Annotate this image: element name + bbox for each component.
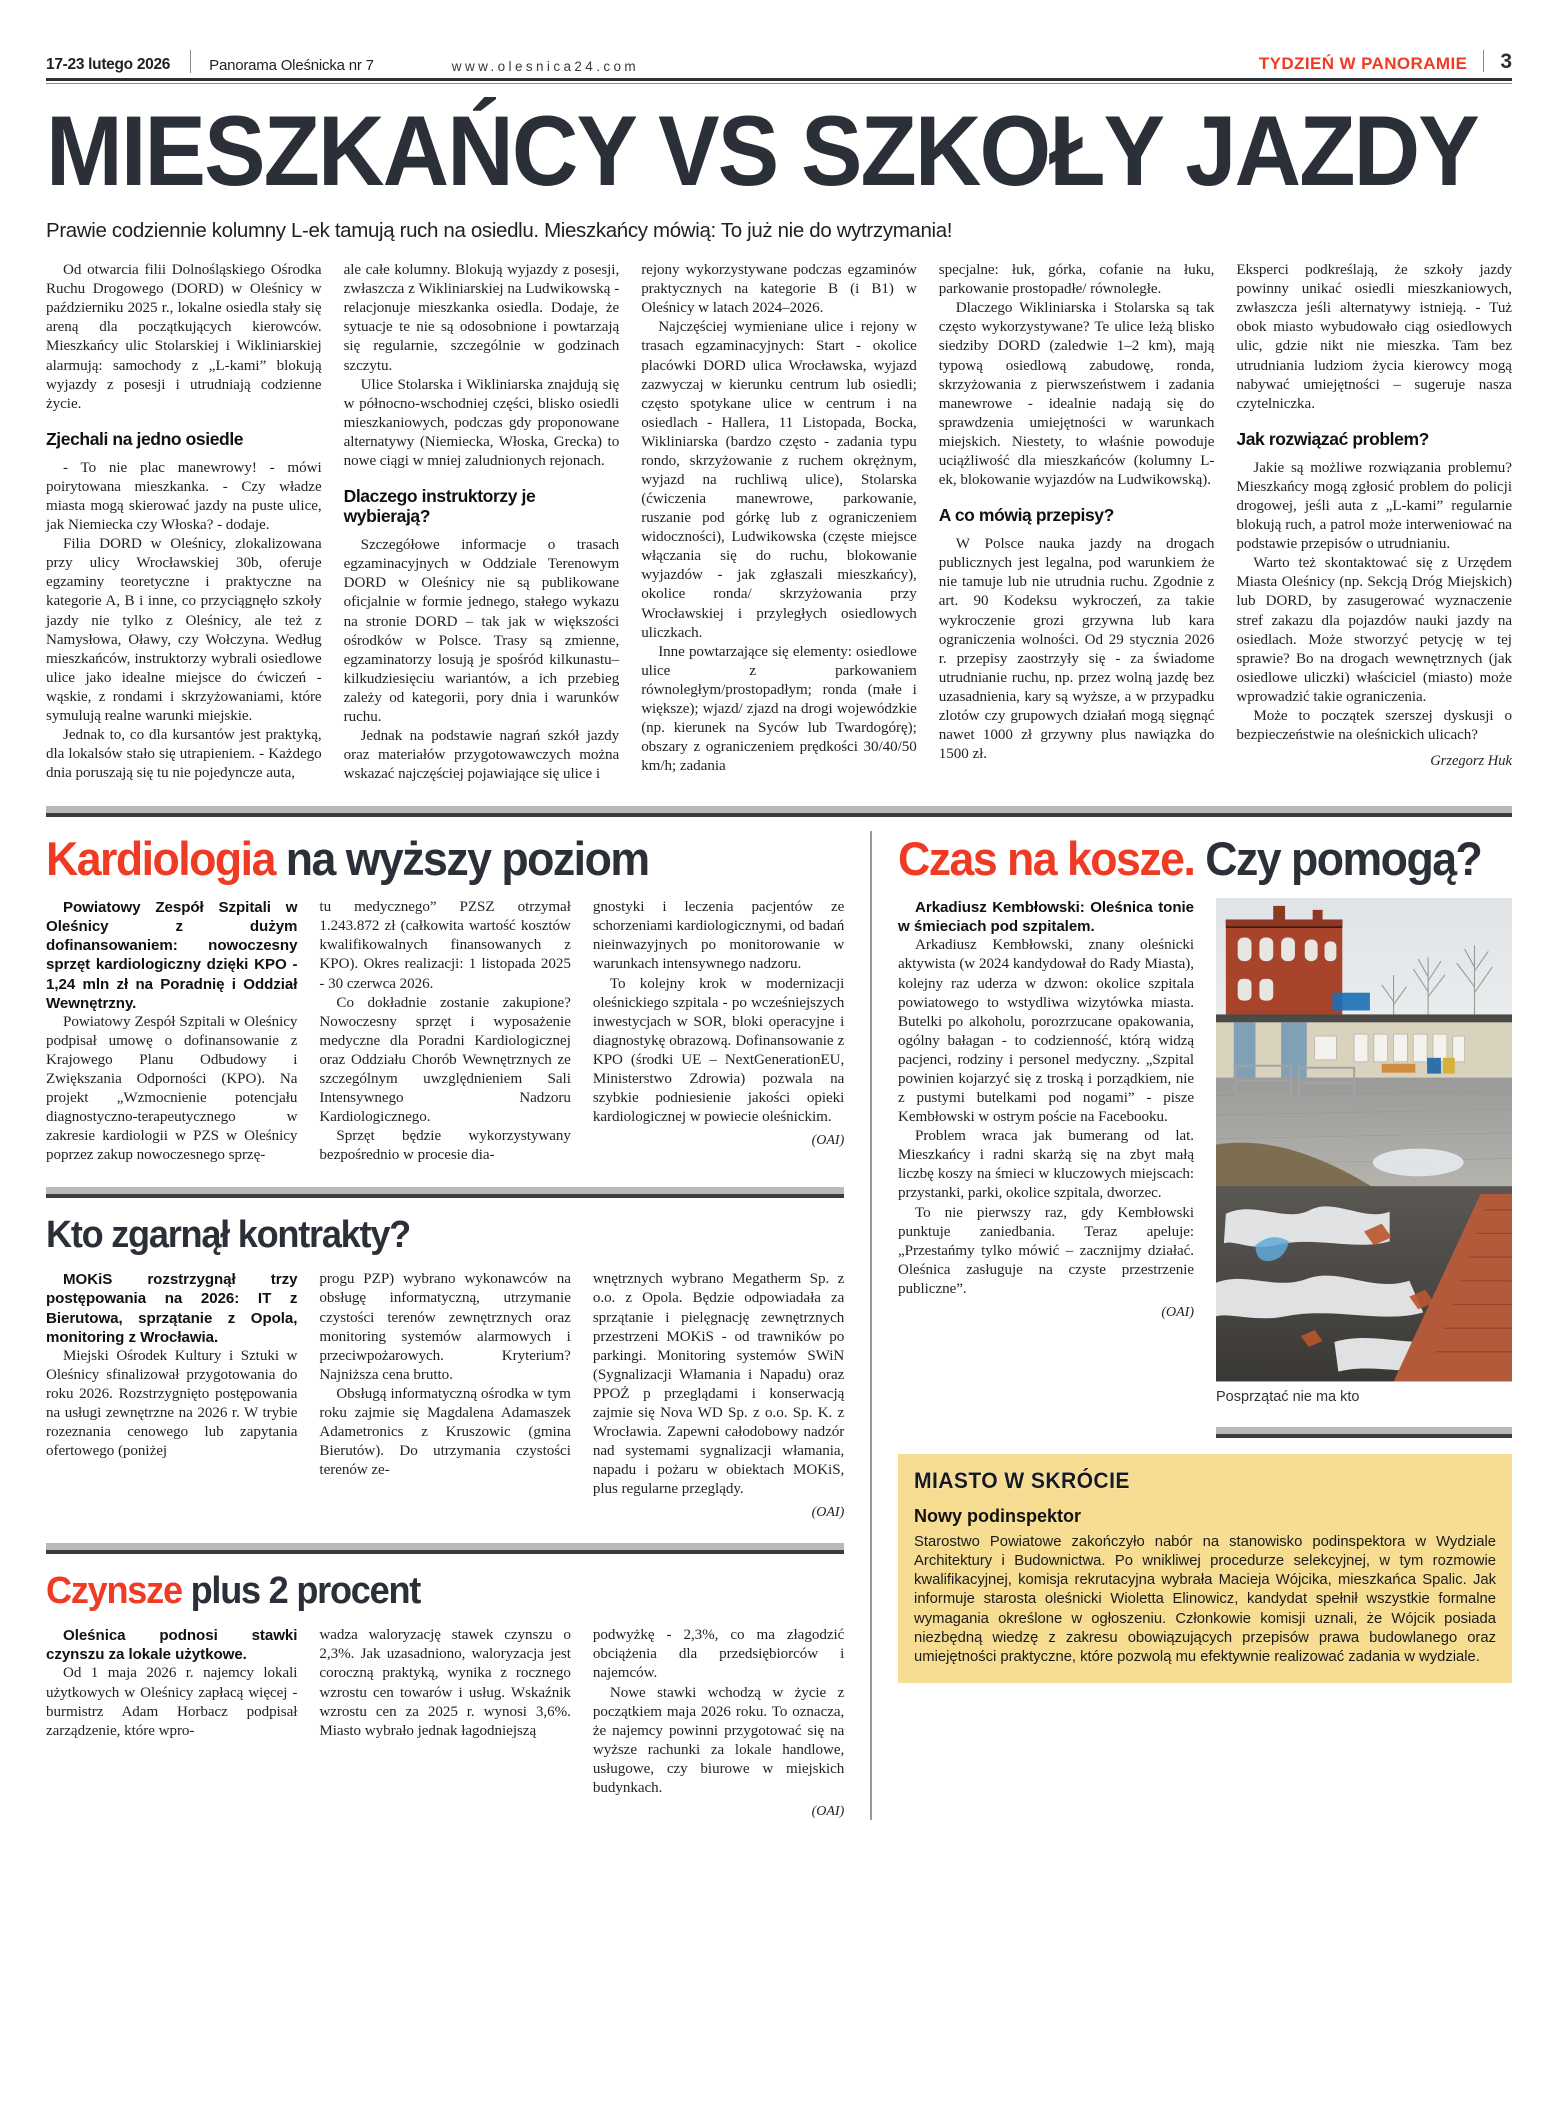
- kosze-photo-column: [1216, 898, 1512, 1437]
- kardiologia-column-3: [593, 898, 844, 1165]
- photo-caption: Posprzątać nie ma kto: [1216, 1388, 1360, 1405]
- kosze-headline-dark: Czy pomogą?: [1194, 832, 1482, 886]
- section-divider-dark-2: [46, 1194, 844, 1198]
- website-url[interactable]: www.olesnica24.com: [451, 59, 640, 74]
- paragraph: Dlaczego Wikliniarska i Stolarska są tak często wykorzystywane? Te ulice leżą blisko siedziby DORD (zaledwie 1–2 km), mają typową osiedlową zabudowę, ronda, skrzyżowania z pierwszeństwem i zadania manewrowe - idealnie nadają się do sprawdzenia umiejętności w warunkach miejskich. Niestety, to właśnie powoduje uciążliwość dla mieszkańców (kolumny L-ek, blokowanie wyjazdów na Ludwikowską).: [938, 300, 1215, 488]
- miasto-item-body: Starostwo Powiatowe zakończyło nabór na stanowisko podinspektora w Wydziale Architektury i Budownictwa. Po wnikliwej procedurze selekcyjnej, w tym rozmowie kwalifikacyjnej, komisja rekrutacyjna wybrała Macieja Wójcika, mieszkańca Spalic. Jak informuje starosta oleśnicki Wioletta Elinowicz, kandydat spełnił wszystkie formalne wymagania określone w ogłoszeniu. Członkowie komisji uznali, że Wójcik posiada niezbędną wiedzę z zakresu obowiązujących przepisów prawa budowlanego oraz umiejętności praktyczne, które pozwolą mu efektywnie realizować zadania w wydziale.: [914, 1533, 1496, 1666]
- paragraph: Inne powtarzające się elementy: osiedlowe ulice z parkowaniem równoległym/prostopadłym; ronda (małe i większe); wjazd/ zjazd na drogi wojewódzkie (np. kierunek na Syców lub Twardogórę); obszary z ograniczeniem prędkości 30/40/50 km/h; zadania: [641, 643, 917, 775]
- section-label: TYDZIEŃ W PANORAMIE: [1258, 54, 1468, 73]
- paragraph: Ulice Stolarska i Wikliniarska znajdują się w północno-wschodniej części, blisko osiedli mieszkaniowych, podczas gdy proponowane alternatywy (Niemiecka, Włoska, Grecka) to nowe ciągi w mniej zaludnionych rejonach.: [343, 376, 620, 469]
- czynsze-lead: Oleśnica podnosi stawki czynszu za lokale użytkowe.: [46, 1627, 298, 1664]
- czynsze-headline-red: Czynsze: [46, 1570, 182, 1613]
- subheading-przepisy: A co mówią przepisy?: [938, 505, 1114, 526]
- paragraph: Może to początek szerszej dyskusji o bezpieczeństwie na oleśnickich ulicach?: [1236, 707, 1512, 743]
- paragraph: - To nie plac manewrowy! - mówi poirytowana mieszkanka. - Czy władze miasta mogą skierować jazdy na puste ulice, jak Niemiecka czy Włoska? - dodaje.: [46, 459, 322, 534]
- czynsze-column-3: [593, 1626, 844, 1820]
- paragraph: W Polsce nauka jazdy na drogach publicznych jest legalna, pod warunkiem że nie tamuje lub nie utrudnia ruchu. Zgodnie z art. 90 Kodeksu wykroczeń, za takie wykroczenie grozi grzywna lub kara ograniczenia wolności. Od 29 stycznia 2026 r. przepisy zaostrzyły się - za świadome utrudnianie ruchu, np. przez wolną jazdę bez uzasadnienia, kary są wyższe, a w przypadku zlotów czy grupowych działań mogą sięgnąć nawet 1000 zł grzywny plus nawiązka do 1500 zł.: [938, 536, 1215, 763]
- section-divider-grey-4: [1216, 1427, 1512, 1434]
- section-divider-grey-3: [46, 1543, 844, 1550]
- hospital-photo: [1216, 898, 1512, 1381]
- paragraph: To nie pierwszy raz, gdy Kembłowski punktuje zaniedbania. Teraz apeluje: „Przestańmy tylko mówić – zacznijmy działać. Oleśnica zasługuje na czyste przestrzenie publiczne”.: [898, 1204, 1195, 1297]
- kardiologia-columns: [46, 898, 844, 1165]
- kontrakty-lead: MOKiS rozstrzygnął trzy postępowania na 2026: IT z Bierutowa, sprzątanie z Opola, monitoring z Wrocławia.: [46, 1271, 298, 1346]
- miasto-w-skrocie-title: MIASTO W SKRÓCIE: [914, 1467, 1130, 1493]
- issue-date: 17-23 lutego 2026: [46, 56, 171, 73]
- kardiologia-headline-red: Kardiologia: [46, 832, 275, 886]
- kosze-columns: [898, 898, 1512, 1437]
- czynsze-headline-dark: plus 2 procent: [181, 1570, 421, 1613]
- paragraph: Od otwarcia filii Dolnośląskiego Ośrodka Ruchu Drogowego (DORD) w Oleśnicy w październiku 2025 r., lokalne osiedla stały się areną dla początkujących kierowców. Mieszkańcy ulic Stolarskiej i Wikliniarskiej alarmują: samochody z „L-kami” blokują wyjazdy z posesji i utrudniają codzienne życie.: [46, 262, 322, 412]
- paragraph: Sprzęt będzie wykorzystywany bezpośrednio w procesie dia-: [319, 1128, 571, 1164]
- paragraph: Najczęściej wymieniane ulice i rejony w trasach egzaminacyjnych: Start - okolice placówki DORD ulica Wrocławska, wyjazd zazwyczaj w kierunku centrum lub osiedli; często spotykane ulice w centrum i na osiedlach - Hallera, 11 Listopada, Bocka, Wikliniarska (bardzo często - zadania typu rondo, skrzyżowanie z ruchem okrężnym, wyjazd na ruchliwą ulice), Stolarska (ćwiczenia manewrowe, parkowanie, ruszanie pod górkę lub z ograniczeniem widoczności), Ludwikowska (częste miejsce włączania się do ruchu, blokowanie wyjazdów - jak zgłaszali mieszkańcy), okolice ronda/ skrzyżowania przy Wrocławskiej i przyległych osiedlowych uliczkach.: [641, 319, 917, 641]
- paragraph: To kolejny krok w modernizacji oleśnickiego szpitala - po wcześniejszych inwestycjach w SOR, bloki operacyjne i diagnostykę obrazową. Dofinansowanie z KPO (środki UE – NextGenerationEU, Ministerstwo Zdrowia) pozwala na szybkie podniesienie jakości opieki kardiologicznej w powiecie oleśnickim.: [592, 975, 845, 1126]
- paragraph: Szczegółowe informacje o trasach egzaminacyjnych w Oddziale Terenowym DORD w Oleśnicy nie są publikowane oficjalnie w formie jednego, stałego wykazu na stronie DORD – tak jak w większości ośrodków w Polsce. Trasy są zmienne, egzaminatorzy losują je spośród kilkunastu–kilkudziesięciu wariantów, a ich przebieg zależy od kategorii, pory dnia i warunków ruchu.: [343, 537, 620, 725]
- paragraph: Jednak to, co dla kursantów jest praktyką, dla lokalsów stało się utrapieniem. - Każdego dnia poruszają się tu nie pojedyncze auta,: [46, 726, 322, 782]
- paragraph: Filia DORD w Oleśnicy, zlokalizowana przy ulicy Wrocławskiej 30b, oferuje egzaminy teoretyczne i praktyczne na kategorie A, B i inne, co przyciągnęło szkoły jazdy nie tylko z Oleśnicy, ale też z Namysłowa, Oławy, czy Wołczyna. Według mieszkańców, instruktorzy wybrali osiedlowe ulice jako idealne miejsce do ćwiczeń - wąskie, z rondami i skrzyżowaniami, które symulują realne warunki miejskie.: [46, 536, 322, 724]
- kontrakty-columns: [46, 1270, 844, 1521]
- kardiologia-headline-dark: na wyższy poziom: [274, 832, 649, 886]
- miasto-w-skrocie-box: [898, 1454, 1512, 1684]
- paragraph: Miejski Ośrodek Kultury i Sztuki w Oleśnicy sfinalizował przygotowania do roku 2026. Rozstrzygnięto postępowania na usługi zewnętrzne na 2026 r. W trybie rozeznania cenowego lub zapytania ofertowego (poniżej: [46, 1347, 298, 1460]
- kardiologia-column-1: [46, 898, 297, 1165]
- section-divider-grey-2: [46, 1187, 844, 1194]
- paragraph: Powiatowy Zespół Szpitali w Oleśnicy podpisał umowę o dofinansowanie z Krajowego Planu Odbudowy i Zwiększania Odporności (KPO). Na projekt „Wzmocnienie potencjału diagnostyczno-terapeutycznego w zakresie kardiologii w PZS w Oleśnicy poprzez zakup nowoczesnego sprzę-: [46, 1013, 298, 1164]
- lead-article-columns: [46, 261, 1512, 784]
- paragraph: rejony wykorzystywane podczas egzaminów praktycznych na kategorie B (i B1) w Oleśnicy w latach 2024–2026.: [641, 262, 917, 317]
- czynsze-headline: [46, 1570, 804, 1613]
- lead-column-4: [939, 261, 1215, 784]
- kosze-headline: [898, 832, 1482, 886]
- subheading-zjechali: Zjechali na jedno osiedle: [46, 428, 244, 449]
- paragraph: Od 1 maja 2026 r. najemcy lokali użytkowych w Oleśnicy zapłacą więcej - burmistrz Adam Horbacz podpisał zarządzenie, które wpro-: [46, 1665, 298, 1739]
- kardiologia-headline: [46, 832, 804, 886]
- kontrakty-credit: (OAI): [811, 1505, 845, 1521]
- lead-subhead: Prawie codziennie kolumny L-ek tamują ruch na osiedlu. Mieszkańcy mówią: To już nie do wytrzymania!: [46, 219, 953, 243]
- paragraph: Jakie są możliwe rozwiązania problemu? Mieszkańcy mogą zgłosić problem do policji drogowej, jeśli auta z „L-kami” regularnie blokują ruch, a patrol może interweniować na podstawie przepisów o utrudnianiu.: [1236, 459, 1512, 553]
- paragraph: gnostyki i leczenia pacjentów ze schorzeniami kardiologicznymi, od badań nieinwazyjnych po monitorowanie w warunkach intensywnego nadzoru.: [592, 899, 845, 973]
- subheading-dlaczego-instruktorzy: Dlaczego instruktorzy je wybierają?: [343, 485, 536, 527]
- kosze-credit: (OAI): [1161, 1304, 1195, 1320]
- miasto-item-title: Nowy podinspektor: [914, 1505, 1082, 1526]
- kontrakty-column-3: [593, 1270, 844, 1521]
- subheading-jak-rozwiazac: Jak rozwiązać problem?: [1236, 428, 1429, 449]
- section-divider-dark-3: [46, 1550, 844, 1554]
- lead-column-2: [344, 261, 620, 784]
- paragraph: ale całe kolumny. Blokują wyjazdy z posesji, zwłaszcza z Wikliniarskiej na Ludwikowską - relacjonuje mieszkanka osiedla. Dodaje, że sytuacje te nie są odosobnione i powtarzają się regularnie, szczególnie w godzinach szczytu.: [343, 262, 620, 374]
- czynsze-column-2: [319, 1626, 570, 1820]
- kardiologia-column-2: [319, 898, 570, 1165]
- paragraph: progu PZP) wybrano wykonawców na obsługę informatyczną, utrzymanie czystości terenów zewnętrznych oraz monitoring systemów alarmowych i przeciwpożarowych. Kryterium? Najniższa cena brutto.: [319, 1271, 571, 1383]
- lead-column-3: [641, 261, 917, 784]
- paragraph: specjalne: łuk, górka, cofanie na łuku, parkowanie prostopadłe/ równoległe.: [938, 262, 1215, 298]
- kosze-headline-red: Czas na kosze.: [898, 832, 1195, 886]
- lead-column-5: [1236, 261, 1512, 784]
- kontrakty-column-2: [319, 1270, 570, 1521]
- section-divider-dark-4: [1216, 1434, 1512, 1438]
- left-stack: [46, 817, 870, 1820]
- kardiologia-lead: Powiatowy Zespół Szpitali w Oleśnicy z dużym dofinansowaniem: nowoczesny sprzęt kardiologiczny dzięki KPO - 1,24 mln zł na Poradnię i Oddział Wewnętrzny.: [46, 899, 298, 1012]
- lead-byline: Grzegorz Huk: [1430, 753, 1512, 770]
- page-number: 3: [1500, 50, 1512, 73]
- lead-headline: MIESZKAŃCY VS SZKOŁY JAZDY: [46, 95, 1478, 206]
- section-divider-grey-1: [46, 806, 1512, 813]
- paragraph: Problem wraca jak bumerang od lat. Mieszkańcy i radni skarżą się na zbyt małą liczbę koszy na śmieci w kluczowych miejscach: przystanki, parki, okolice szpitala, dworzec.: [898, 1128, 1195, 1202]
- hospital-photo-image: [1216, 898, 1512, 1381]
- kosze-lead: Arkadiusz Kembłowski: Oleśnica tonie w śmieciach pod szpitalem.: [898, 899, 1195, 936]
- kosze-text-column: [898, 898, 1194, 1437]
- paragraph: Arkadiusz Kembłowski, znany oleśnicki aktywista (w 2024 kandydował do Rady Miasta), kolejny raz uderza w dzwon: okolice szpitala powiatowego to wstydliwa wizytówka miasta. Butelki po alkoholu, porozrzucane opakowania, ogólny bałagan - to codzienność, którą widzą pacjenci, rodziny i personel medyczny. „Szpital powinien kojarzyć się z troską i porządkiem, nie z pustymi butelkami pod nogami” - pisze Kembłowski w ostrym poście na Facebooku.: [898, 937, 1195, 1126]
- paragraph: tu medycznego” PZSZ otrzymał 1.243.872 zł (całkowita wartość kosztów kwalifikowalnych finansowanych z KPO). Okres realizacji: 1 listopada 2025 - 30 czerwca 2026.: [319, 899, 571, 992]
- paragraph: Obsługą informatyczną ośrodka w tym roku zajmie się Magdalena Adamaszek Adametronics z Kruszowic (gmina Bierutów). Do utrzymania czystości terenów ze-: [319, 1385, 571, 1479]
- paragraph: wadza waloryzację stawek czynszu o 2,3%. Jak uzasadniono, waloryzacja jest coroczną praktyką, wynika z rocznego wzrostu cen towarów i usług. Wskaźnik wzrostu cen za 2025 r. wynosi 3,6%. Miasto wybrało jednak łagodniejszą: [319, 1627, 571, 1739]
- paragraph: podwyżkę - 2,3%, co ma złagodzić obciążenia dla przedsiębiorców i najemców.: [592, 1627, 845, 1682]
- masthead-rule-thick: [46, 78, 1512, 81]
- masthead: [46, 0, 1512, 78]
- right-stack: [872, 817, 1512, 1820]
- czynsze-columns: [46, 1626, 844, 1820]
- paper-name: Panorama Oleśnicka nr 7: [209, 57, 374, 74]
- paragraph: Jednak na podstawie nagrań szkół jazdy oraz materiałów przygotowawczych można wskazać najczęściej pojawiające się ulice i: [343, 728, 620, 783]
- paragraph: Eksperci podkreślają, że szkoły jazdy powinny unikać osiedli mieszkaniowych, zwłaszcza jeśli alternatywy istnieją. - Tuż obok miasto wybudowało ciąg osiedlowych ulic, gdzie nikt nie mieszka. Tam bez utrudniania ludziom życia kierowcy mogą nabywać umiejętności – sugeruje nasza czytelniczka.: [1236, 262, 1512, 412]
- czynsze-credit: (OAI): [811, 1803, 845, 1819]
- czynsze-column-1: [46, 1626, 297, 1820]
- paragraph: Co dokładnie zostanie zakupione? Nowoczesny sprzęt i wyposażenie medyczne dla Poradni Kardiologicznej oraz Oddziału Chorób Wewnętrznych ze szczególnym uwzględnieniem Sali Intensywnego Nadzoru Kardiologicznego.: [319, 994, 571, 1126]
- paragraph: Nowe stawki wchodzą w życie z początkiem maja 2026 roku. To oznacza, że najemcy powinni przygotować się na wyższe rachunki za lokale handlowe, usługowe, czy biurowe w miejskich budynkach.: [592, 1684, 845, 1796]
- secondary-block: [46, 817, 1512, 1820]
- kontrakty-column-1: [46, 1270, 297, 1521]
- masthead-divider-2: [1483, 50, 1484, 72]
- paragraph: Warto też skontaktować się z Urzędem Miasta Oleśnicy (np. Sekcją Dróg Miejskich) lub DORD, by zasugerować wyznaczenie stref zakazu dla pojazdów nauki jazdy na osiedlach. Może stworzyć petycję w tej sprawie? Bo na drogach wewnętrznych (jak osiedlowe uliczki) właściciel (miasto) może wprowadzić takie ograniczenia.: [1236, 555, 1512, 705]
- kardiologia-credit: (OAI): [811, 1133, 845, 1149]
- masthead-rule-thin: [46, 83, 1512, 84]
- lead-column-1: [46, 261, 322, 784]
- paragraph: wnętrznych wybrano Megatherm Sp. z o.o. z Opola. Będzie odpowiadała za sprzątanie i pielęgnację zewnętrznych przestrzeni MOKiS - od trawników po parkingi. Monitoring systemów SWiN (Sygnalizacji Włamania i Napadu) oraz PPOŻ p przeglądami i konserwacją zajmie się Nova WD Sp. z o.o. Sp. K. z Wrocławia. Zapewni całodobowy nadzór nad systemami sygnalizacji włamania, napadu i pożaru w obiektach MOKiS, plus regularne przeglądy.: [592, 1271, 845, 1498]
- kontrakty-headline: Kto zgarnął kontrakty?: [46, 1214, 410, 1257]
